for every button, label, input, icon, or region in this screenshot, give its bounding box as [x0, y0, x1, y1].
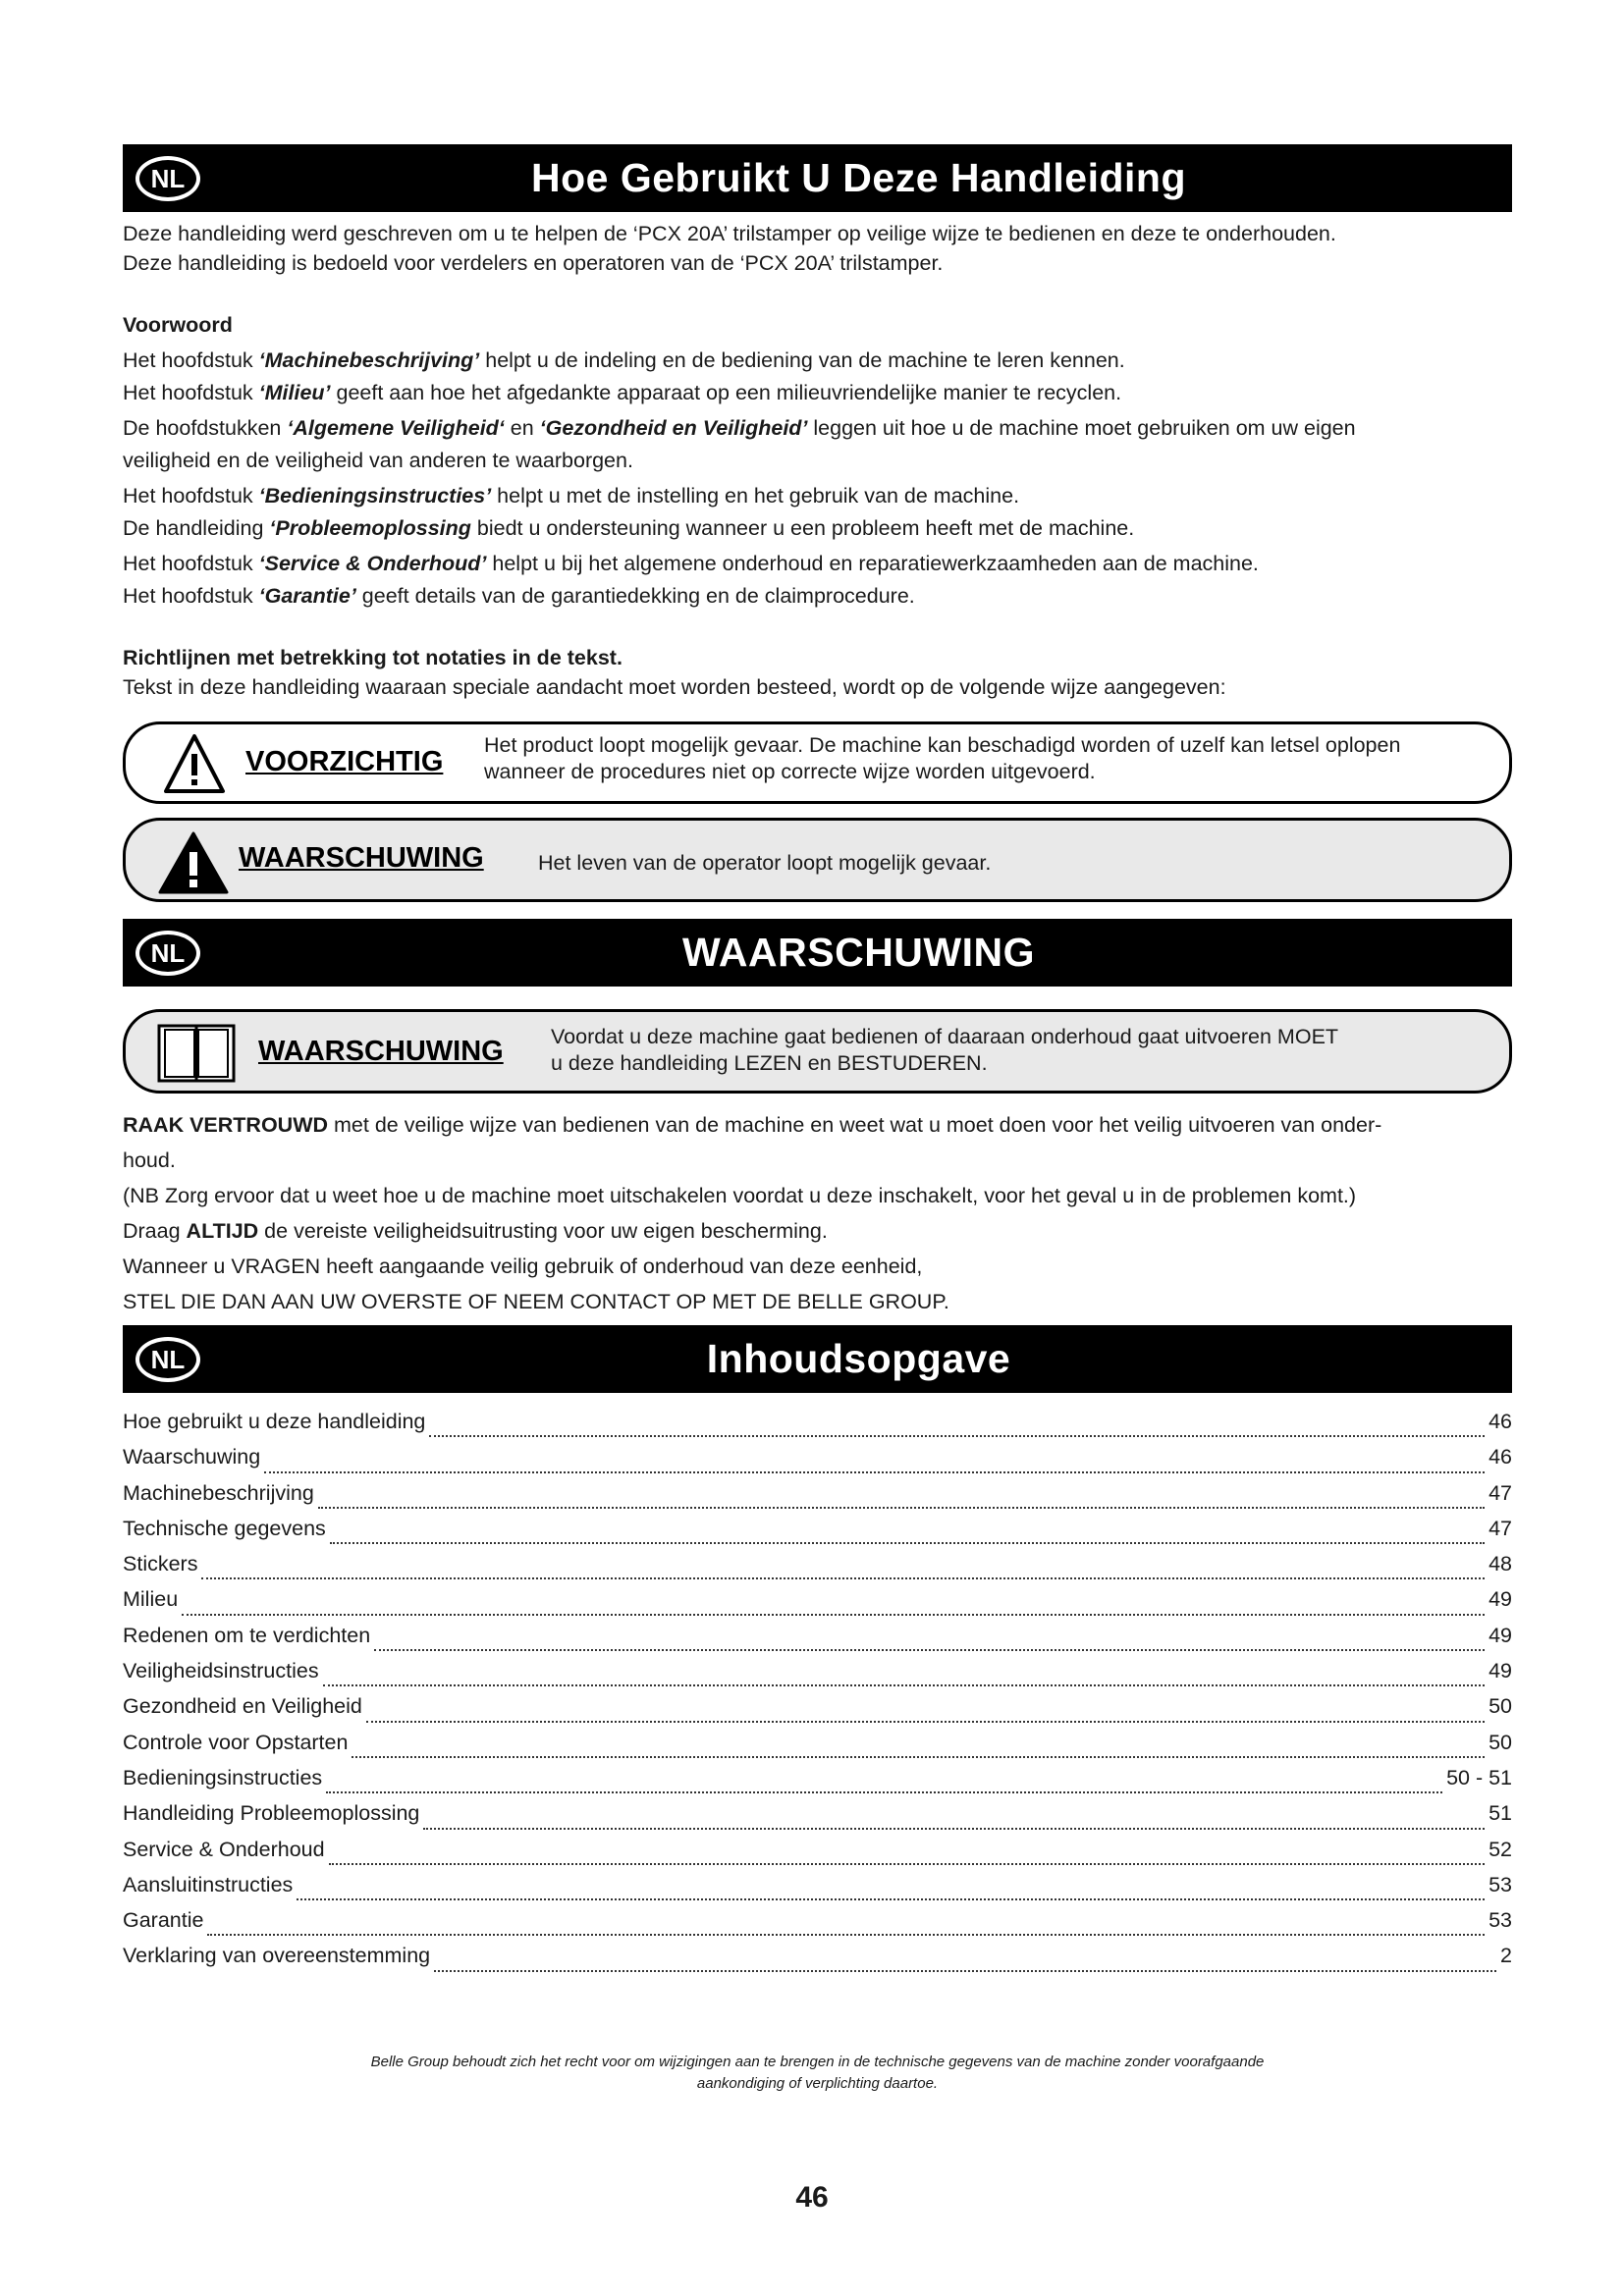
disclaimer-footer: Belle Group behoudt zich het recht voor om wijzigingen aan te brengen in de technische gegevens van de machine zonder voorafgaande aankondiging of verplichting daartoe.: [370, 2054, 1265, 2092]
warning-paragraph-3: Draag ALTIJD de vereiste veiligheidsuitrusting voor uw eigen bescherming.: [123, 1219, 828, 1243]
toc-entry[interactable]: Controle voor Opstarten 50: [123, 1731, 1512, 1766]
nl-language-badge: [131, 926, 205, 981]
section-banner-contents: [123, 1325, 1512, 1393]
toc-entry[interactable]: Handleiding Probleemoplossing 51: [123, 1801, 1512, 1837]
open-book-icon: [155, 1022, 238, 1085]
nl-badge-text: NL: [135, 156, 200, 201]
warning-label: WAARSCHUWING: [239, 842, 484, 874]
warning-description: Het leven van de operator loopt mogelijk gevaar.: [538, 851, 992, 875]
manual-callout: [123, 1009, 1512, 1094]
toc-entry[interactable]: Milieu 49: [123, 1587, 1512, 1623]
toc-entry[interactable]: Service & Onderhoud 52: [123, 1838, 1512, 1873]
section-banner-usage: [123, 144, 1512, 212]
warning-paragraph-1: RAAK VERTROUWD met de veilige wijze van bedienen van de machine en weet wat u moet doen voor het veilig uitvoeren van onder-: [123, 1113, 1382, 1137]
toc-entry[interactable]: Verklaring van overeenstemming 2: [123, 1944, 1512, 1979]
manual-warning-label: WAARSCHUWING: [258, 1036, 504, 1067]
toc-entry[interactable]: Veiligheidsinstructies 49: [123, 1659, 1512, 1694]
toc-entry[interactable]: Hoe gebruikt u deze handleiding 46: [123, 1410, 1512, 1445]
toc-entry[interactable]: Bedieningsinstructies 50 - 51: [123, 1766, 1512, 1801]
caution-triangle-icon: [163, 732, 226, 795]
toc-entry[interactable]: Technische gegevens 47: [123, 1517, 1512, 1552]
notation-text: Tekst in deze handleiding waaraan speciale aandacht moet worden besteed, wordt op de volgende wijze aangegeven:: [123, 675, 1226, 699]
nl-language-badge: [131, 1332, 205, 1387]
foreword-line: De handleiding ‘Probleemoplossing biedt u ondersteuning wanneer u een probleem heeft met de machine.: [123, 516, 1135, 540]
notation-heading: Richtlijnen met betrekking tot notaties in de tekst.: [123, 646, 623, 669]
toc-entry[interactable]: Machinebeschrijving 47: [123, 1481, 1512, 1517]
warning-callout: [123, 818, 1512, 902]
manual-warning-description: Voordat u deze machine gaat bedienen of daaraan onderhoud gaat uitvoeren MOET u deze handleiding LEZEN en BESTUDEREN.: [551, 1025, 1339, 1075]
toc-entry[interactable]: Waarschuwing 46: [123, 1445, 1512, 1480]
foreword-line: Het hoofdstuk ‘Service & Onderhoud’ helpt u bij het algemene onderhoud en reparatiewerkzaamheden aan de machine.: [123, 552, 1259, 575]
foreword-line: Het hoofdstuk ‘Garantie’ geeft details van de garantiedekking en de claimprocedure.: [123, 584, 915, 608]
section-banner-warning: [123, 919, 1512, 987]
nl-badge-text: NL: [135, 1337, 200, 1382]
table-of-contents: [123, 1410, 1512, 1980]
section-title-warning: WAARSCHUWING: [681, 930, 1036, 975]
nl-language-badge: [131, 151, 205, 206]
warning-text: [123, 1107, 1512, 1319]
foreword-line: De hoofdstukken ‘Algemene Veiligheid‘ en ‘Gezondheid en Veiligheid’ leggen uit hoe u de machine moet gebruiken om uw eigen: [123, 416, 1356, 440]
caution-callout: [123, 721, 1512, 804]
caution-description: Het product loopt mogelijk gevaar. De machine kan beschadigd worden of uzelf kan letsel oplopen wanneer de procedures niet op correcte wijze worden uitgevoerd.: [484, 733, 1401, 783]
warning-triangle-icon: [157, 830, 230, 895]
usage-text: [123, 219, 1512, 278]
page-number: 46: [795, 2181, 829, 2214]
foreword-line: veiligheid en de veiligheid van anderen te waarborgen.: [123, 449, 633, 472]
section-title-usage: Hoe Gebruikt U Deze Handleiding: [530, 155, 1187, 200]
toc-entry[interactable]: Aansluitinstructies 53: [123, 1873, 1512, 1908]
foreword-line: Het hoofdstuk ‘Milieu’ geeft aan hoe het afgedankte apparaat op een milieuvriendelijke manier te recyclen.: [123, 381, 1122, 404]
notation-block: [123, 643, 1512, 702]
foreword-line: Het hoofdstuk ‘Bedieningsinstructies’ helpt u met de instelling en het gebruik van de machine.: [123, 484, 1020, 507]
toc-entry[interactable]: Stickers 48: [123, 1552, 1512, 1587]
section-title-contents: Inhoudsopgave: [706, 1336, 1011, 1381]
foreword-heading: Voorwoord: [123, 313, 233, 337]
toc-entry[interactable]: Redenen om te verdichten 49: [123, 1624, 1512, 1659]
warning-paragraph-1-cont: houd.: [123, 1148, 176, 1172]
intro-line-1: Deze handleiding werd geschreven om u te helpen de ‘PCX 20A’ trilstamper op veilige wijze te bedienen en deze te onderhouden.: [123, 222, 1336, 245]
toc-entry[interactable]: Gezondheid en Veiligheid 50: [123, 1694, 1512, 1730]
toc-entry[interactable]: Garantie 53: [123, 1908, 1512, 1944]
intro-line-2: Deze handleiding is bedoeld voor verdelers en operatoren van de ‘PCX 20A’ trilstamper.: [123, 251, 944, 275]
warning-paragraph-2: (NB Zorg ervoor dat u weet hoe u de machine moet uitschakelen voordat u deze inschakelt, voor het geval u in de problemen komt.): [123, 1184, 1357, 1207]
warning-paragraph-4: Wanneer u VRAGEN heeft aangaande veilig gebruik of onderhoud van deze eenheid,: [123, 1255, 923, 1278]
foreword-line: Het hoofdstuk ‘Machinebeschrijving’ helpt u de indeling en de bediening van de machine te leren kennen.: [123, 348, 1125, 372]
nl-badge-text: NL: [135, 931, 200, 976]
caution-label: VOORZICHTIG: [245, 746, 444, 777]
foreword-block: [123, 310, 1512, 611]
warning-paragraph-5: STEL DIE DAN AAN UW OVERSTE OF NEEM CONTACT OP MET DE BELLE GROUP.: [123, 1290, 949, 1313]
